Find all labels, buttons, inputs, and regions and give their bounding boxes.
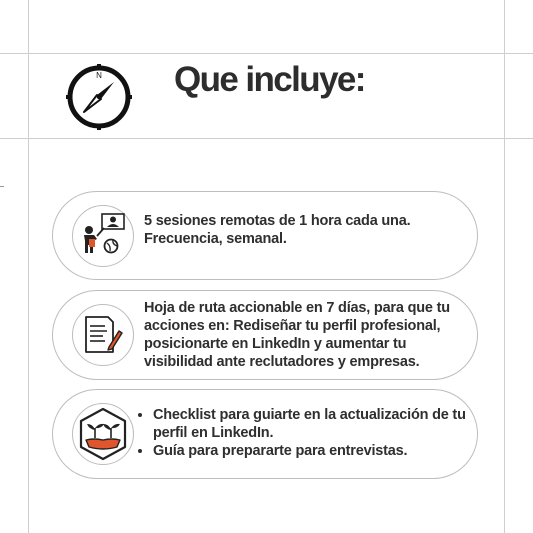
grid-line-left — [28, 0, 29, 533]
grid-line-right — [504, 0, 505, 533]
list-item: • Checklist para guiarte en la actualización de tu perfil en LinkedIn. — [153, 406, 466, 442]
compass-icon — [64, 62, 134, 132]
checklist-bullets — [136, 406, 466, 460]
grid-line-header-bottom — [0, 138, 533, 139]
roadmap-text: Hoja de ruta accionable en 7 días, para que tu acciones en: Rediseñar tu perfil profesional, posicionarte en LinkedIn y aumentar tu visibilidad ante reclutadores y empresas. — [144, 300, 450, 370]
compass-north-label: N — [96, 71, 102, 80]
remote-session-icon — [72, 205, 134, 267]
list-item: • Guía para prepararte para entrevistas. — [153, 442, 466, 460]
checklist-text — [136, 406, 466, 460]
edge-tick-mark — [0, 186, 4, 187]
plant-hands-icon — [72, 403, 134, 465]
page-title: Que incluye: — [174, 60, 365, 99]
grid-line-top — [0, 53, 533, 54]
sessions-text: 5 sesiones remotas de 1 hora cada una. Frecuencia, semanal. — [144, 213, 411, 247]
document-pen-icon — [72, 304, 134, 366]
